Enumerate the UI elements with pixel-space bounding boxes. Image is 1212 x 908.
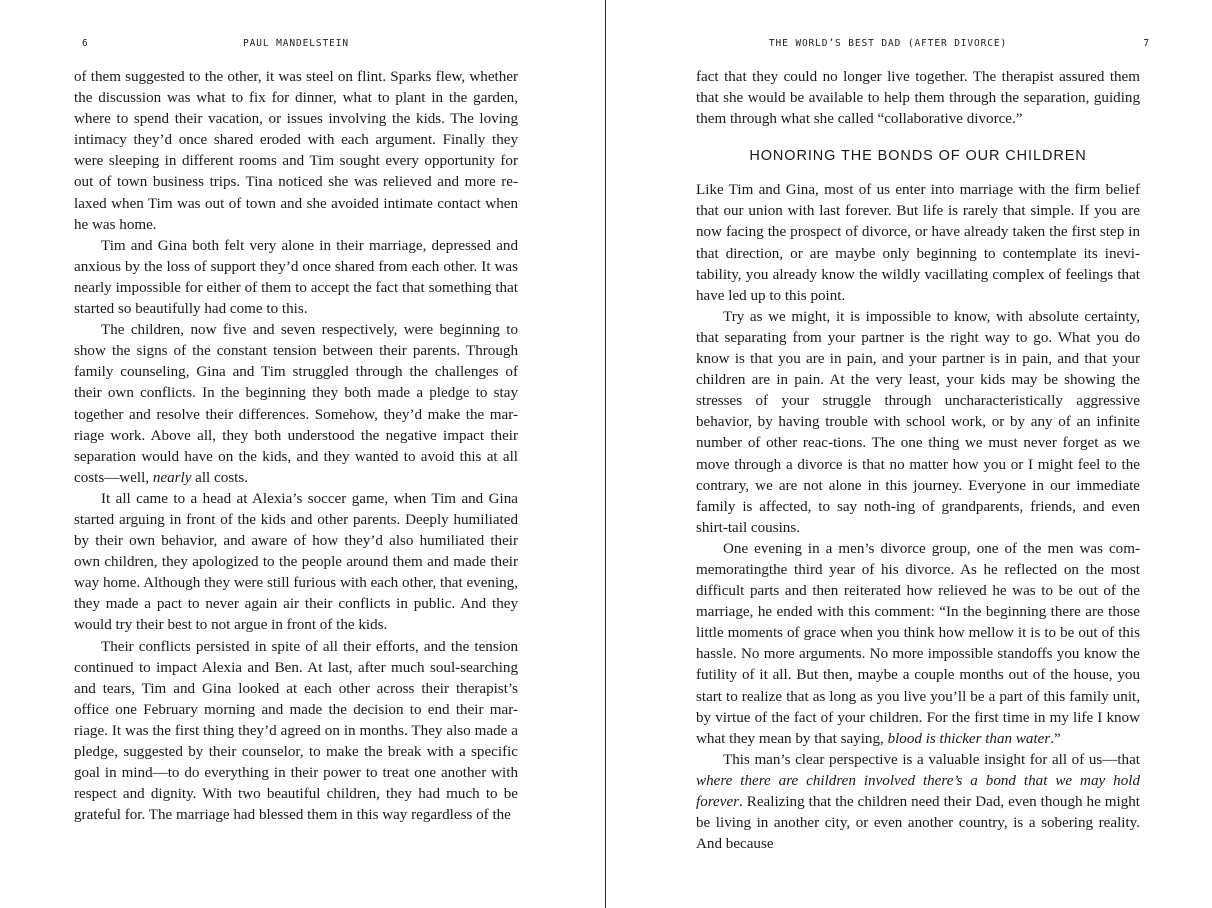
- right-paragraph-3-emphasis: blood is thicker than water: [887, 730, 1051, 747]
- right-page: [696, 0, 1150, 908]
- left-paragraph-2: Tim and Gina both felt very alone in their marriage, depressed and anxious by the loss of support they’d once shared from each other. It was nearly impossible for either of them to accept the fact that something that started so beautifully had come to this.: [74, 237, 518, 318]
- right-page-number: 7: [1143, 38, 1150, 49]
- right-paragraph-3: [696, 539, 1140, 750]
- left-paragraph-5: Their conflicts persisted in spite of all their efforts, and the tension continued to impact Alexia and Ben. At last, after much soul-searching and tears, Tim and Gina looked at each other across their therapist’s office one February morning and made the decision to end their mar-riage. It was the first thing they’d agreed on in months. They also made a pledge, suggested by their counselor, to make the break with a specific goal in mind—to do everything in their power to treat one another with respect and dignity. With two beautiful children, they had much to be grateful for. The marriage had blessed them in this way regardless of the: [74, 638, 518, 824]
- left-paragraph-3-emphasis: nearly: [152, 469, 192, 486]
- right-paragraph-4: [696, 750, 1140, 855]
- right-text-block: [696, 67, 1140, 855]
- page-gutter-divider: [605, 0, 606, 908]
- right-paragraph-3-text: One evening in a men’s divorce group, one of the men was com-memoratingthe third year of his divorce. As he reflected on the most difficult parts and then reiterated how relieved he was to be out of the marriage, he ended with this comment: “In the beginning there are those little moments of grace when you think how mellow it is to be out of this hassle. No more arguments. No more impossible standoffs you know the futility of it all. But then, maybe a couple months out of the house, you start to realize that as long as you live you’ll be a part of this family unit, by virtue of the fact of your children. For the first time in my life I know what they mean by that saying,: [696, 540, 1140, 747]
- left-page: [74, 0, 518, 908]
- section-heading: HONORING THE BONDS OF OUR CHILDREN: [749, 148, 1087, 165]
- right-running-head: [696, 38, 1150, 52]
- left-page-number: 6: [82, 38, 89, 49]
- right-paragraph-4-text: This man’s clear perspective is a valuable insight for all of us—that: [723, 751, 1140, 768]
- left-paragraph-3-end: all costs.: [191, 469, 248, 486]
- left-paragraph-3: [74, 320, 518, 489]
- right-opening-paragraph: fact that they could no longer live together. The therapist assured them that she would be available to help them through the separation, guiding them through what she called “collaborative divorce.”: [696, 69, 1140, 128]
- right-paragraph-4-end: . Realizing that the children need their Dad, even though he might be living in another city, or even another country, is a sobering reality. And because: [696, 794, 1140, 853]
- right-running-title: THE WORLD’S BEST DAD (AFTER DIVORCE): [768, 38, 1008, 49]
- right-paragraph-2: Try as we might, it is impossible to know, with absolute certainty, that separating from your partner is the right way to go. What you do know is that you are in pain, and your partner is in pain, and that your children are in pain. At the very least, your kids may be showing the stresses of your struggle through uncharacteristically aggressive behavior, by having trouble with school work, or by any of an infinite number of other reac-tions. The one thing we must never forget as we move through a divorce is that no matter how you or I might feel to the contrary, we are not alone in this journey. Everyone in our immediate family is affected, to say noth-ing of grandparents, friends, and even shirt-tail cousins.: [696, 308, 1140, 536]
- left-paragraph-1: of them suggested to the other, it was steel on flint. Sparks flew, whether the discussion was what to fix for dinner, what to plant in the garden, where to spend their vacation, or issues involving the kids. The loving intimacy they’d once shared eroded with each argument. Finally they were sleeping in different rooms and Tim sought every opportunity for out of town business trips. Tina noticed she was relieved and more re-laxed when Tim was out of town and she avoided intimate contact when he was home.: [74, 69, 518, 233]
- left-paragraph-3-text: The children, now five and seven respectively, were beginning to show the signs of the constant tension between their parents. Through family counseling, Gina and Tim struggled through the challenges of their own conflicts. In the beginning they both made a pledge to stay together and resolve their differences. Somehow, they’d make the mar-riage work. Above all, they both understood the negative impact their separation would have on the kids, and they wanted to avoid this at all costs—well,: [74, 322, 518, 486]
- left-running-title: PAUL MANDELSTEIN: [243, 38, 349, 49]
- left-paragraph-4: It all came to a head at Alexia’s soccer game, when Tim and Gina started arguing in front of the kids and other parents. Deeply humiliated by their own behavior, and aware of how they’d also humiliated their own children, they apologized to the people around them and made their way home. Although they were still furious with each other, that evening, they made a pact to never again air their conflicts in public. And they would try their best to not argue in front of the kids.: [74, 490, 518, 634]
- right-paragraph-1: Like Tim and Gina, most of us enter into marriage with the firm belief that our union with last forever. But life is rarely that simple. If you are now facing the prospect of divorce, or have already taken the first step in that direction, or are maybe only beginning to contemplate its inevi-tability, you already know the wildly vacillating complex of feelings that have led up to this point.: [696, 182, 1140, 304]
- right-paragraph-3-end: .”: [1050, 730, 1061, 747]
- right-paragraph-4-emphasis: where there are children involved there’s a bond that we may hold forever: [696, 772, 1140, 810]
- left-running-head: [74, 38, 518, 52]
- left-text-block: [74, 67, 518, 826]
